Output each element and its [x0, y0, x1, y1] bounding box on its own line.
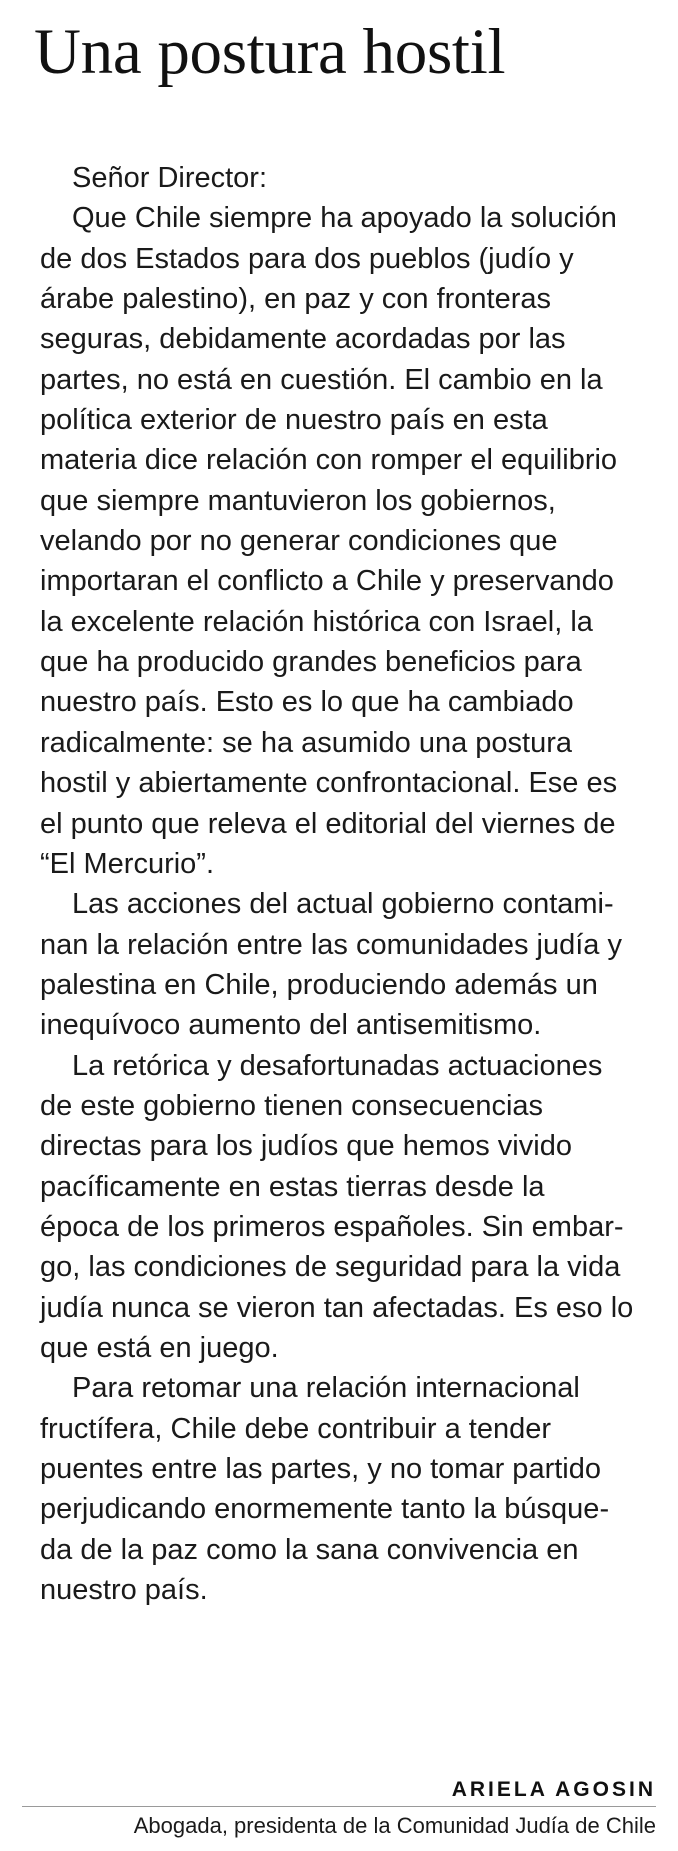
body-line: la excelente relación histórica con Israel, la: [40, 605, 593, 638]
author-role: Abogada, presidenta de la Comunidad Judía de Chile: [133, 1813, 656, 1838]
body-line: fructífera, Chile debe contribuir a tender: [40, 1412, 551, 1445]
letter-title: Una postura hostil: [34, 16, 506, 88]
body-line: de dos Estados para dos pueblos (judío y: [40, 242, 574, 275]
body-line: La retórica y desafortunadas actuaciones: [72, 1049, 603, 1082]
body-line: Para retomar una relación internacional: [72, 1372, 580, 1405]
body-line: perjudicando enormemente tanto la búsque-: [40, 1493, 610, 1526]
body-line: puentes entre las partes, y no tomar partido: [40, 1453, 601, 1485]
body-line: que ha producido grandes beneficios para: [40, 646, 582, 679]
body-line: árabe palestino), en paz y con fronteras: [40, 283, 552, 316]
body-line: partes, no está en cuestión. El cambio en la: [40, 363, 603, 396]
author-name: ARIELA AGOSIN: [451, 1778, 656, 1801]
body-line: hostil y abiertamente confrontacional. Ese es: [40, 767, 618, 800]
letter-body: [40, 158, 660, 1610]
body-line: “El Mercurio”.: [40, 847, 215, 880]
body-line: radicalmente: se ha asumido una postura: [40, 726, 572, 759]
body-line: de este gobierno tienen consecuencias: [40, 1089, 544, 1122]
body-line: el punto que releva el editorial del viernes de: [40, 807, 616, 840]
body-line: política exterior de nuestro país en esta: [40, 404, 548, 437]
body-line: pacíficamente en estas tierras desde la: [40, 1170, 545, 1203]
body-line: palestina en Chile, produciendo además un: [40, 968, 598, 1001]
body-line: inequívoco aumento del antisemitismo.: [40, 1009, 542, 1042]
body-line: nan la relación entre las comunidades judía y: [40, 928, 622, 961]
body-line: da de la paz como la sana convivencia en: [40, 1533, 579, 1566]
body-line: nuestro país. Esto es lo que ha cambiado: [40, 686, 574, 719]
body-line: velando por no generar condiciones que: [40, 525, 558, 558]
body-line: que está en juego.: [40, 1331, 279, 1364]
body-line: que siempre mantuvieron los gobiernos,: [40, 484, 556, 517]
body-line: go, las condiciones de seguridad para la vida: [40, 1251, 621, 1284]
author-divider: [22, 1806, 656, 1807]
body-line: importaran el conflicto a Chile y preservando: [40, 565, 614, 598]
body-line: Las acciones del actual gobierno contami-: [72, 888, 614, 921]
body-line: Señor Director:: [72, 162, 268, 194]
body-line: directas para los judíos que hemos vivido: [40, 1130, 572, 1163]
body-line: nuestro país.: [40, 1574, 208, 1607]
body-line: judía nunca se vieron tan afectadas. Es eso lo: [40, 1291, 634, 1324]
body-line: época de los primeros españoles. Sin embar-: [40, 1210, 624, 1243]
body-line: materia dice relación con romper el equilibrio: [40, 444, 618, 477]
body-line: Que Chile siempre ha apoyado la solución: [72, 202, 617, 235]
body-line: seguras, debidamente acordadas por las: [40, 323, 566, 356]
